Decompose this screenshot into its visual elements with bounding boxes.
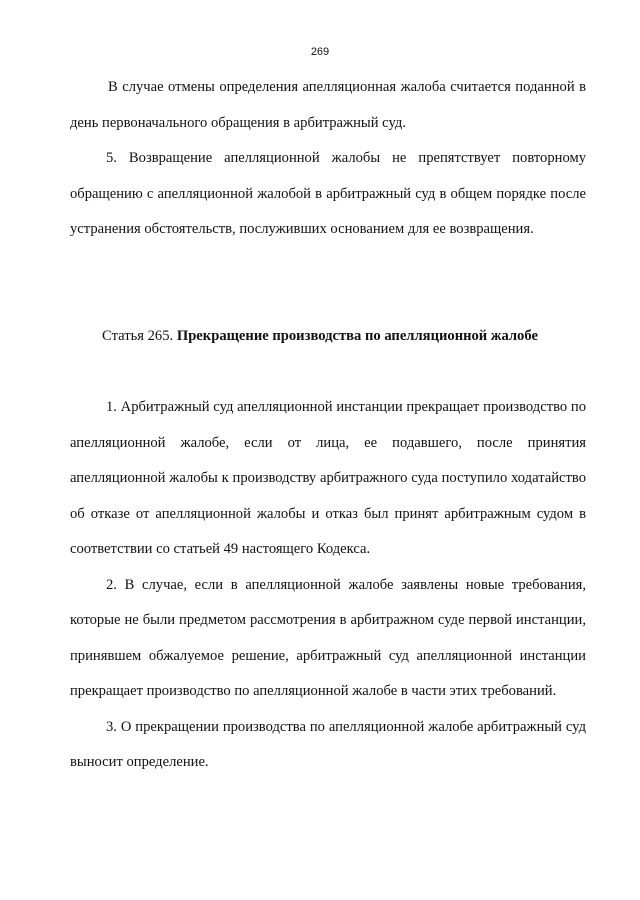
paragraph-3-ruling: 3. О прекращении производства по апелляционной жалобе арбитражный суд выносит определение. <box>70 718 586 770</box>
article-heading <box>0 319 640 355</box>
article-number: Статья 265. <box>102 328 174 344</box>
article-title: Прекращение производства по апелляционной жалобе <box>176 328 538 344</box>
paragraph-2-new-claims: 2. В случае, если в апелляционной жалобе заявлены новые требования, которые не были предметом рассмотрения в арбитражном суде первой инстанции, принявшем обжалуемое решение, арбитражный суд апелляционной инстанции прекращает производство по апелляционной жалобе в части этих требований. <box>70 576 586 699</box>
paragraph-1-termination: 1. Арбитражный суд апелляционной инстанции прекращает производство по апелляционной жалобе, если от лица, ее подавшего, после принятия апелляционной жалобы к производству арбитражного суда поступило ходатайство об отказе от апелляционной жалобы и отказ был принят арбитражным судом в соответствии со статьей 49 настоящего Кодекса. <box>70 399 586 557</box>
preceding-text-block <box>70 70 586 248</box>
paragraph-5-return: 5. Возвращение апелляционной жалобы не препятствует повторному обращению с апелляционной жалобой в арбитражный суд в общем порядке после устранения обстоятельств, послуживших основанием для ее возвращения. <box>70 150 586 237</box>
paragraph-cancellation: В случае отмены определения апелляционная жалоба считается поданной в день первоначального обращения в арбитражный суд. <box>70 79 586 131</box>
page-number: 269 <box>310 46 330 58</box>
article-body <box>70 390 586 781</box>
